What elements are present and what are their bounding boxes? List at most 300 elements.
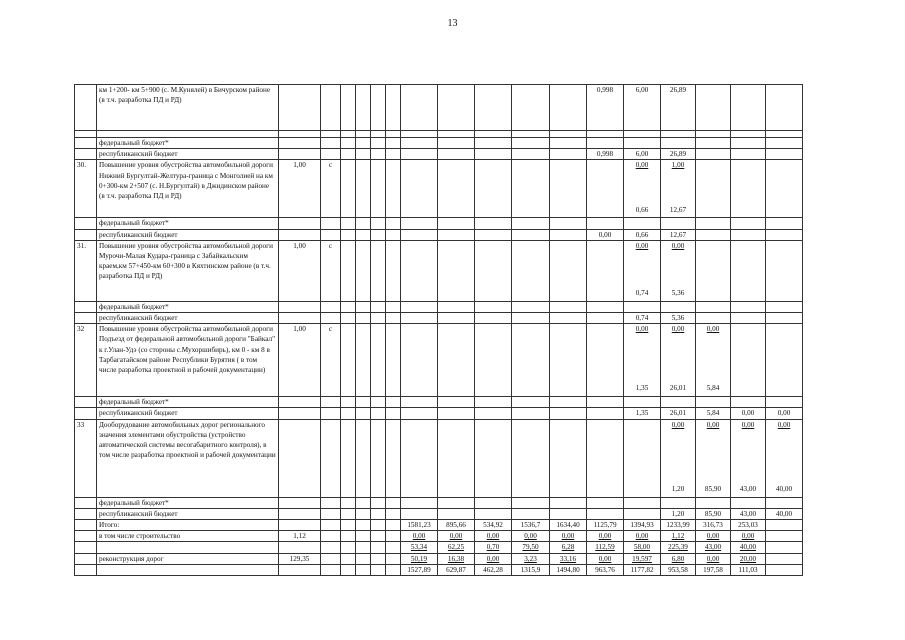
value-cell: 6,00 <box>624 85 661 131</box>
value-cell <box>766 85 803 131</box>
row-unit <box>321 131 341 138</box>
value-cell <box>731 397 766 408</box>
value-cell <box>401 149 438 160</box>
spacer-cell <box>341 564 356 575</box>
value-cell: 0,00 <box>587 553 624 564</box>
row-description: республиканский бюджет <box>97 408 279 419</box>
value-cell <box>696 397 731 408</box>
value-cell: 0,998 <box>587 149 624 160</box>
value-cell <box>766 131 803 138</box>
value-cell <box>766 240 803 301</box>
value-cell <box>624 160 661 218</box>
value-cell: 534,92 <box>475 520 512 531</box>
spacer-cell <box>341 240 356 301</box>
row-quantity <box>279 149 321 160</box>
spacer-cell <box>371 553 386 564</box>
spacer-cell <box>341 229 356 240</box>
value-top: 0,00 <box>635 325 649 334</box>
table-row <box>75 397 803 408</box>
value-cell: 1177,82 <box>624 564 661 575</box>
value-cell <box>438 138 475 149</box>
value-cell <box>624 419 661 497</box>
row-unit: с <box>321 324 341 397</box>
value-cell: 26,89 <box>661 149 696 160</box>
value-cell <box>624 397 661 408</box>
value-cell <box>624 324 661 397</box>
value-cell <box>386 324 401 397</box>
table-row <box>75 564 803 575</box>
value-bottom: 12,67 <box>669 205 687 214</box>
value-cell <box>696 149 731 160</box>
value-cell: 3,23 <box>512 553 550 564</box>
spacer-cell <box>341 324 356 397</box>
value-cell <box>475 229 512 240</box>
value-cell <box>696 497 731 508</box>
spacer-cell <box>371 160 386 218</box>
value-cell <box>587 408 624 419</box>
value-cell <box>438 397 475 408</box>
row-number <box>75 553 97 564</box>
value-bottom: 43,00 <box>739 484 757 493</box>
value-cell: 33,16 <box>550 553 587 564</box>
value-cell <box>401 419 438 497</box>
spacer-cell <box>341 85 356 131</box>
value-cell <box>550 131 587 138</box>
value-cell: 40,00 <box>731 542 766 553</box>
value-cell <box>766 531 803 542</box>
table-row <box>75 497 803 508</box>
value-cell <box>766 301 803 312</box>
spacer-cell <box>371 131 386 138</box>
value-cell <box>661 397 696 408</box>
value-cell <box>475 408 512 419</box>
value-cell <box>438 218 475 229</box>
value-bottom: 0,66 <box>635 205 649 214</box>
spacer-cell <box>341 419 356 497</box>
value-cell <box>512 240 550 301</box>
value-cell <box>550 218 587 229</box>
value-cell <box>386 229 401 240</box>
value-cell <box>401 301 438 312</box>
value-cell <box>475 497 512 508</box>
value-cell: 1536,7 <box>512 520 550 531</box>
value-cell <box>766 520 803 531</box>
value-cell <box>401 508 438 519</box>
row-unit <box>321 564 341 575</box>
value-cell <box>624 497 661 508</box>
value-cell <box>512 138 550 149</box>
value-cell: 50,19 <box>401 553 438 564</box>
value-cell: 79,50 <box>512 542 550 553</box>
value-top: 0,00 <box>777 420 791 429</box>
value-top: 0,00 <box>635 161 649 170</box>
spacer-cell <box>356 508 371 519</box>
value-cell <box>386 149 401 160</box>
spacer-cell <box>341 531 356 542</box>
row-quantity <box>279 497 321 508</box>
value-cell <box>386 508 401 519</box>
row-number: 32 <box>75 324 97 397</box>
value-cell <box>438 131 475 138</box>
value-cell <box>401 160 438 218</box>
value-cell <box>475 301 512 312</box>
table-row <box>75 324 803 397</box>
value-cell <box>696 218 731 229</box>
row-unit <box>321 313 341 324</box>
value-cell: 0,00 <box>401 531 438 542</box>
row-quantity <box>279 520 321 531</box>
row-number <box>75 85 97 131</box>
value-cell <box>587 397 624 408</box>
row-unit <box>321 553 341 564</box>
spacer-cell <box>341 408 356 419</box>
value-cell <box>766 138 803 149</box>
value-cell: 6,28 <box>550 542 587 553</box>
spacer-cell <box>356 229 371 240</box>
value-cell: 0,00 <box>587 531 624 542</box>
value-cell <box>438 149 475 160</box>
value-cell <box>624 301 661 312</box>
row-description: республиканский бюджет <box>97 508 279 519</box>
value-cell <box>624 508 661 519</box>
row-quantity <box>279 408 321 419</box>
value-cell <box>386 301 401 312</box>
value-cell <box>512 408 550 419</box>
value-cell: 43,00 <box>731 508 766 519</box>
spacer-cell <box>341 149 356 160</box>
row-quantity <box>279 229 321 240</box>
spacer-cell <box>356 301 371 312</box>
value-cell <box>401 138 438 149</box>
row-quantity <box>279 542 321 553</box>
value-cell <box>438 419 475 497</box>
row-number <box>75 149 97 160</box>
row-quantity <box>279 313 321 324</box>
value-cell <box>731 85 766 131</box>
value-cell <box>696 301 731 312</box>
value-cell <box>766 160 803 218</box>
value-cell <box>550 313 587 324</box>
row-quantity: 1,12 <box>279 531 321 542</box>
value-cell <box>766 218 803 229</box>
value-cell <box>475 508 512 519</box>
spacer-cell <box>341 313 356 324</box>
row-description: федеральный бюджет* <box>97 218 279 229</box>
value-cell <box>512 160 550 218</box>
spacer-cell <box>356 160 371 218</box>
value-cell <box>438 324 475 397</box>
value-cell: 43,00 <box>696 542 731 553</box>
value-cell <box>550 301 587 312</box>
value-cell <box>587 131 624 138</box>
spacer-cell <box>341 218 356 229</box>
row-unit <box>321 508 341 519</box>
value-cell: 0,66 <box>624 229 661 240</box>
value-cell <box>624 138 661 149</box>
value-cell: 1,12 <box>661 531 696 542</box>
value-cell: 1527,89 <box>401 564 438 575</box>
value-cell <box>661 497 696 508</box>
row-number <box>75 218 97 229</box>
value-cell: 1581,23 <box>401 520 438 531</box>
value-cell: 0,00 <box>587 229 624 240</box>
table-row <box>75 313 803 324</box>
value-cell: 316,73 <box>696 520 731 531</box>
value-cell <box>550 240 587 301</box>
value-cell <box>696 85 731 131</box>
row-number <box>75 397 97 408</box>
value-cell: 0,00 <box>696 553 731 564</box>
row-quantity <box>279 419 321 497</box>
value-cell <box>386 313 401 324</box>
row-quantity <box>279 564 321 575</box>
value-cell <box>550 149 587 160</box>
value-cell <box>731 240 766 301</box>
value-cell <box>661 419 696 497</box>
value-cell <box>766 419 803 497</box>
row-description: федеральный бюджет* <box>97 397 279 408</box>
value-cell <box>475 218 512 229</box>
spacer-cell <box>341 553 356 564</box>
row-quantity: 1,00 <box>279 240 321 301</box>
row-description <box>97 564 279 575</box>
value-cell: 225,39 <box>661 542 696 553</box>
value-bottom: 40,00 <box>775 484 793 493</box>
row-description: Дооборудование автомобильных дорог регионального значения элементами обустройства (устройство автоматической системы весогабаритного контроля), в том числе разработка проектной и рабочей документации <box>97 419 279 497</box>
value-cell <box>401 240 438 301</box>
value-bottom: 1,20 <box>671 484 685 493</box>
page-number: 13 <box>447 18 458 29</box>
table-row <box>75 531 803 542</box>
value-cell <box>587 419 624 497</box>
value-cell <box>766 497 803 508</box>
value-cell <box>766 149 803 160</box>
value-top: 0,00 <box>741 420 755 429</box>
value-cell: 6,80 <box>661 553 696 564</box>
value-cell: 40,00 <box>766 508 803 519</box>
row-description <box>97 131 279 138</box>
row-quantity: 1,00 <box>279 324 321 397</box>
row-number <box>75 229 97 240</box>
table-row <box>75 218 803 229</box>
value-cell: 111,03 <box>731 564 766 575</box>
spacer-cell <box>371 301 386 312</box>
row-number <box>75 131 97 138</box>
spacer-cell <box>356 397 371 408</box>
value-cell <box>661 218 696 229</box>
value-cell <box>438 229 475 240</box>
value-cell: 19,597 <box>624 553 661 564</box>
value-cell <box>587 218 624 229</box>
value-cell: 6,00 <box>624 149 661 160</box>
value-cell <box>766 229 803 240</box>
spacer-cell <box>341 497 356 508</box>
spacer-cell <box>371 240 386 301</box>
row-description: реконструкция дорог <box>97 553 279 564</box>
value-cell <box>766 553 803 564</box>
value-cell <box>386 542 401 553</box>
value-cell <box>512 85 550 131</box>
spacer-cell <box>356 520 371 531</box>
value-cell <box>438 313 475 324</box>
value-cell: 112,59 <box>587 542 624 553</box>
value-cell: 16,38 <box>438 553 475 564</box>
value-cell <box>475 131 512 138</box>
row-number <box>75 301 97 312</box>
value-cell <box>587 313 624 324</box>
spacer-cell <box>356 542 371 553</box>
table-row <box>75 240 803 301</box>
value-top: 0,00 <box>706 420 720 429</box>
value-cell <box>550 324 587 397</box>
value-cell <box>512 131 550 138</box>
value-cell <box>661 240 696 301</box>
value-cell: 12,67 <box>661 229 696 240</box>
value-cell: 1125,79 <box>587 520 624 531</box>
value-cell <box>438 508 475 519</box>
value-cell <box>696 419 731 497</box>
value-cell: 1494,80 <box>550 564 587 575</box>
table-row <box>75 553 803 564</box>
value-cell <box>512 301 550 312</box>
row-description: км 1+200- км 5+900 (с. М.Кунялей) в Бичурском районе (в т.ч. разработка ПД и РД) <box>97 85 279 131</box>
value-cell <box>661 160 696 218</box>
value-cell <box>401 397 438 408</box>
value-cell: 0,74 <box>624 313 661 324</box>
value-cell <box>438 85 475 131</box>
value-cell <box>696 131 731 138</box>
row-description: Повышение уровня обустройства автомобильной дороги Нижний Бургултай-Желтура-граница с Монголией на км 0+300-км 2+507 (с. Н.Бургултай) в Джидинском районе (в т.ч. разработка ПД и РД) <box>97 160 279 218</box>
value-cell <box>550 408 587 419</box>
row-description: республиканский бюджет <box>97 229 279 240</box>
spacer-cell <box>371 138 386 149</box>
spacer-cell <box>356 419 371 497</box>
value-cell <box>766 397 803 408</box>
row-unit <box>321 408 341 419</box>
spacer-cell <box>356 240 371 301</box>
value-cell: 85,90 <box>696 508 731 519</box>
spacer-cell <box>371 324 386 397</box>
value-cell: 1394,93 <box>624 520 661 531</box>
row-description: федеральный бюджет* <box>97 138 279 149</box>
value-bottom: 5,36 <box>671 289 685 298</box>
value-cell <box>386 419 401 497</box>
value-cell <box>386 131 401 138</box>
spacer-cell <box>356 85 371 131</box>
table-row <box>75 131 803 138</box>
row-unit <box>321 218 341 229</box>
row-quantity <box>279 131 321 138</box>
value-cell <box>401 229 438 240</box>
value-cell <box>766 564 803 575</box>
value-cell <box>438 240 475 301</box>
value-cell <box>766 313 803 324</box>
row-unit <box>321 149 341 160</box>
row-description: Итого: <box>97 520 279 531</box>
spacer-cell <box>341 508 356 519</box>
value-cell <box>512 324 550 397</box>
value-cell <box>731 218 766 229</box>
row-number: 30. <box>75 160 97 218</box>
value-cell <box>386 553 401 564</box>
value-cell: 963,76 <box>587 564 624 575</box>
spacer-cell <box>371 542 386 553</box>
value-cell: 20,00 <box>731 553 766 564</box>
value-cell <box>550 160 587 218</box>
value-bottom: 1,35 <box>635 384 649 393</box>
value-cell <box>386 564 401 575</box>
value-cell <box>731 497 766 508</box>
value-cell <box>624 240 661 301</box>
value-cell: 0,00 <box>731 531 766 542</box>
row-unit <box>321 301 341 312</box>
row-unit <box>321 419 341 497</box>
row-number <box>75 138 97 149</box>
spacer-cell <box>371 508 386 519</box>
spacer-cell <box>341 520 356 531</box>
row-description: Повышение уровня обустройства автомобильной дороги Мурочи-Малая Кудара-граница с Забайкальским краем,км 57+450-км 60+300 в Кяхтинском районе (в т.ч. разработка ПД и РД) <box>97 240 279 301</box>
value-cell <box>696 229 731 240</box>
value-cell <box>475 160 512 218</box>
value-cell <box>661 131 696 138</box>
row-unit <box>321 85 341 131</box>
table-row <box>75 160 803 218</box>
value-cell <box>438 408 475 419</box>
value-cell: 1634,40 <box>550 520 587 531</box>
spacer-cell <box>356 564 371 575</box>
row-description: федеральный бюджет* <box>97 301 279 312</box>
value-cell <box>386 240 401 301</box>
value-cell <box>731 324 766 397</box>
value-cell: 895,66 <box>438 520 475 531</box>
value-cell: 0,998 <box>587 85 624 131</box>
spacer-cell <box>341 542 356 553</box>
value-cell <box>766 324 803 397</box>
value-cell <box>696 138 731 149</box>
value-cell <box>624 131 661 138</box>
spacer-cell <box>356 324 371 397</box>
value-cell: 953,58 <box>661 564 696 575</box>
value-cell <box>512 149 550 160</box>
value-cell <box>696 324 731 397</box>
value-bottom: 26,01 <box>669 384 687 393</box>
row-quantity <box>279 508 321 519</box>
value-cell: 26,01 <box>661 408 696 419</box>
value-cell <box>550 138 587 149</box>
value-cell <box>386 85 401 131</box>
table-row <box>75 419 803 497</box>
value-cell: 53,34 <box>401 542 438 553</box>
value-cell <box>696 240 731 301</box>
spacer-cell <box>356 408 371 419</box>
row-description: федеральный бюджет* <box>97 497 279 508</box>
value-cell <box>438 160 475 218</box>
spacer-cell <box>341 131 356 138</box>
table-row <box>75 520 803 531</box>
row-unit <box>321 542 341 553</box>
value-cell <box>587 508 624 519</box>
spacer-cell <box>356 131 371 138</box>
value-cell <box>475 324 512 397</box>
value-cell <box>386 218 401 229</box>
value-cell <box>731 138 766 149</box>
value-cell <box>475 149 512 160</box>
value-cell: 62,25 <box>438 542 475 553</box>
table-row <box>75 408 803 419</box>
spacer-cell <box>341 160 356 218</box>
value-cell: 462,28 <box>475 564 512 575</box>
spacer-cell <box>371 85 386 131</box>
